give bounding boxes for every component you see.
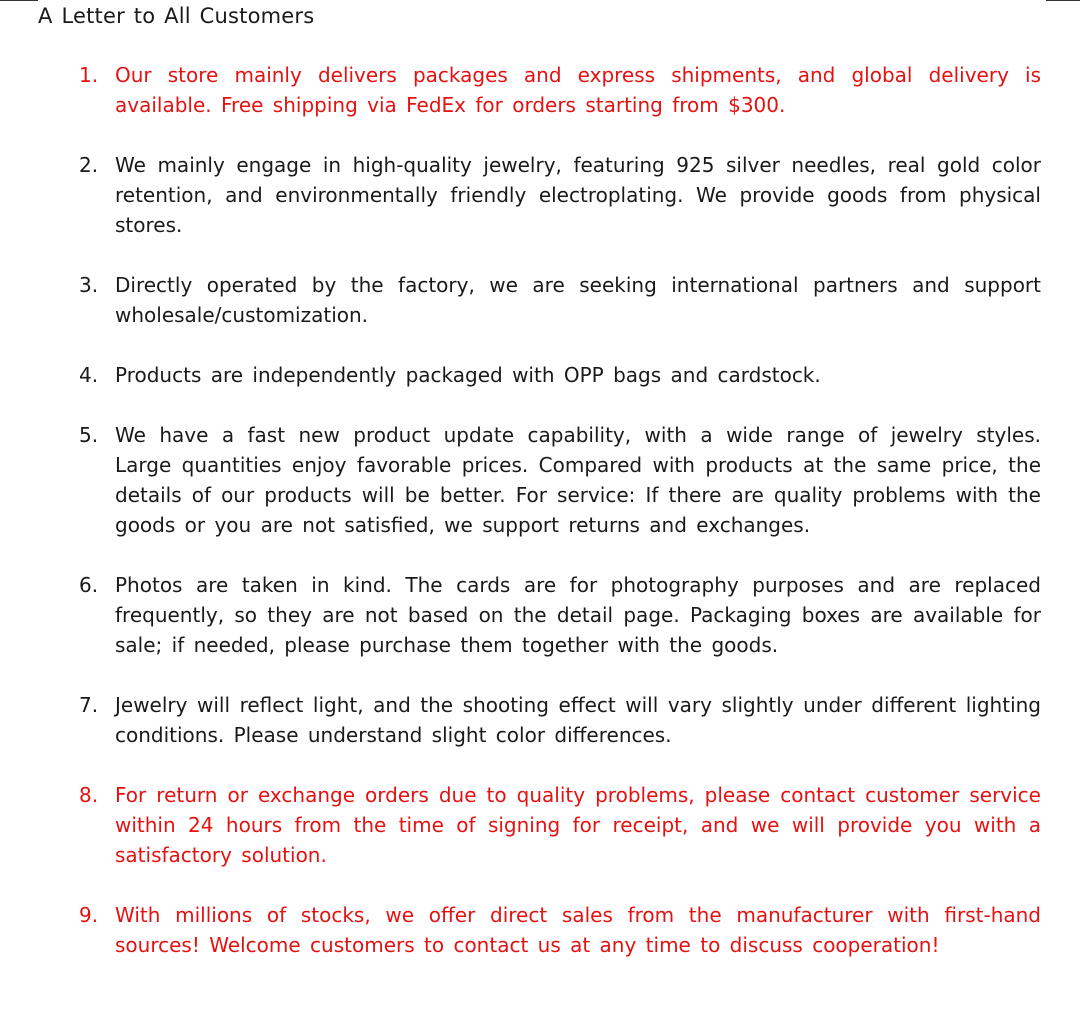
notice-item-3 bbox=[79, 270, 1041, 330]
notice-item-7 bbox=[79, 690, 1041, 750]
notice-number: 6. bbox=[79, 573, 99, 597]
notice-number: 3. bbox=[79, 273, 99, 297]
top-right-rule bbox=[1046, 0, 1080, 1]
notice-text: Products are independently packaged with OPP bags and cardstock. bbox=[115, 363, 821, 387]
letter-title: A Letter to All Customers bbox=[38, 4, 315, 28]
notice-item-8 bbox=[79, 780, 1041, 870]
notice-text: We have a fast new product update capability, with a wide range of jewelry styles. Large quantities enjoy favorable prices. Compared with products at the same price, the details of our products will be better. For service: If there are quality problems with the goods or you are not satisfied, we support returns and exchanges. bbox=[115, 423, 1041, 537]
notice-text: We mainly engage in high-quality jewelry, featuring 925 silver needles, real gold color retention, and environmentally friendly electroplating. We provide goods from physical stores. bbox=[115, 153, 1041, 237]
notice-list bbox=[79, 60, 1041, 960]
notice-item-1 bbox=[79, 60, 1041, 120]
notice-item-9 bbox=[79, 900, 1041, 960]
notice-item-6 bbox=[79, 570, 1041, 660]
notice-item-2 bbox=[79, 150, 1041, 240]
notice-text: Photos are taken in kind. The cards are for photography purposes and are replaced frequently, so they are not based on the detail page. Packaging boxes are available for sale; if needed, please purchase them together with the goods. bbox=[115, 573, 1041, 657]
notice-text: Directly operated by the factory, we are seeking international partners and support wholesale/customization. bbox=[115, 273, 1041, 327]
notice-text: For return or exchange orders due to quality problems, please contact customer service within 24 hours from the time of signing for receipt, and we will provide you with a satisfactory solution. bbox=[115, 783, 1041, 867]
notice-item-4 bbox=[79, 360, 1041, 390]
notice-number: 4. bbox=[79, 363, 99, 387]
top-left-rule bbox=[0, 0, 38, 1]
notice-number: 8. bbox=[79, 783, 99, 807]
notice-number: 9. bbox=[79, 903, 99, 927]
notice-number: 1. bbox=[79, 63, 99, 87]
notice-text: Jewelry will reflect light, and the shooting effect will vary slightly under different lighting conditions. Please understand slight color differences. bbox=[115, 693, 1041, 747]
notice-number: 7. bbox=[79, 693, 99, 717]
notice-number: 2. bbox=[79, 153, 99, 177]
notice-text: Our store mainly delivers packages and express shipments, and global delivery is available. Free shipping via FedEx for orders starting from $300. bbox=[115, 63, 1041, 117]
notice-number: 5. bbox=[79, 423, 99, 447]
notice-text: With millions of stocks, we offer direct sales from the manufacturer with first-hand sources! Welcome customers to contact us at any time to discuss cooperation! bbox=[115, 903, 1041, 957]
notice-item-5 bbox=[79, 420, 1041, 540]
